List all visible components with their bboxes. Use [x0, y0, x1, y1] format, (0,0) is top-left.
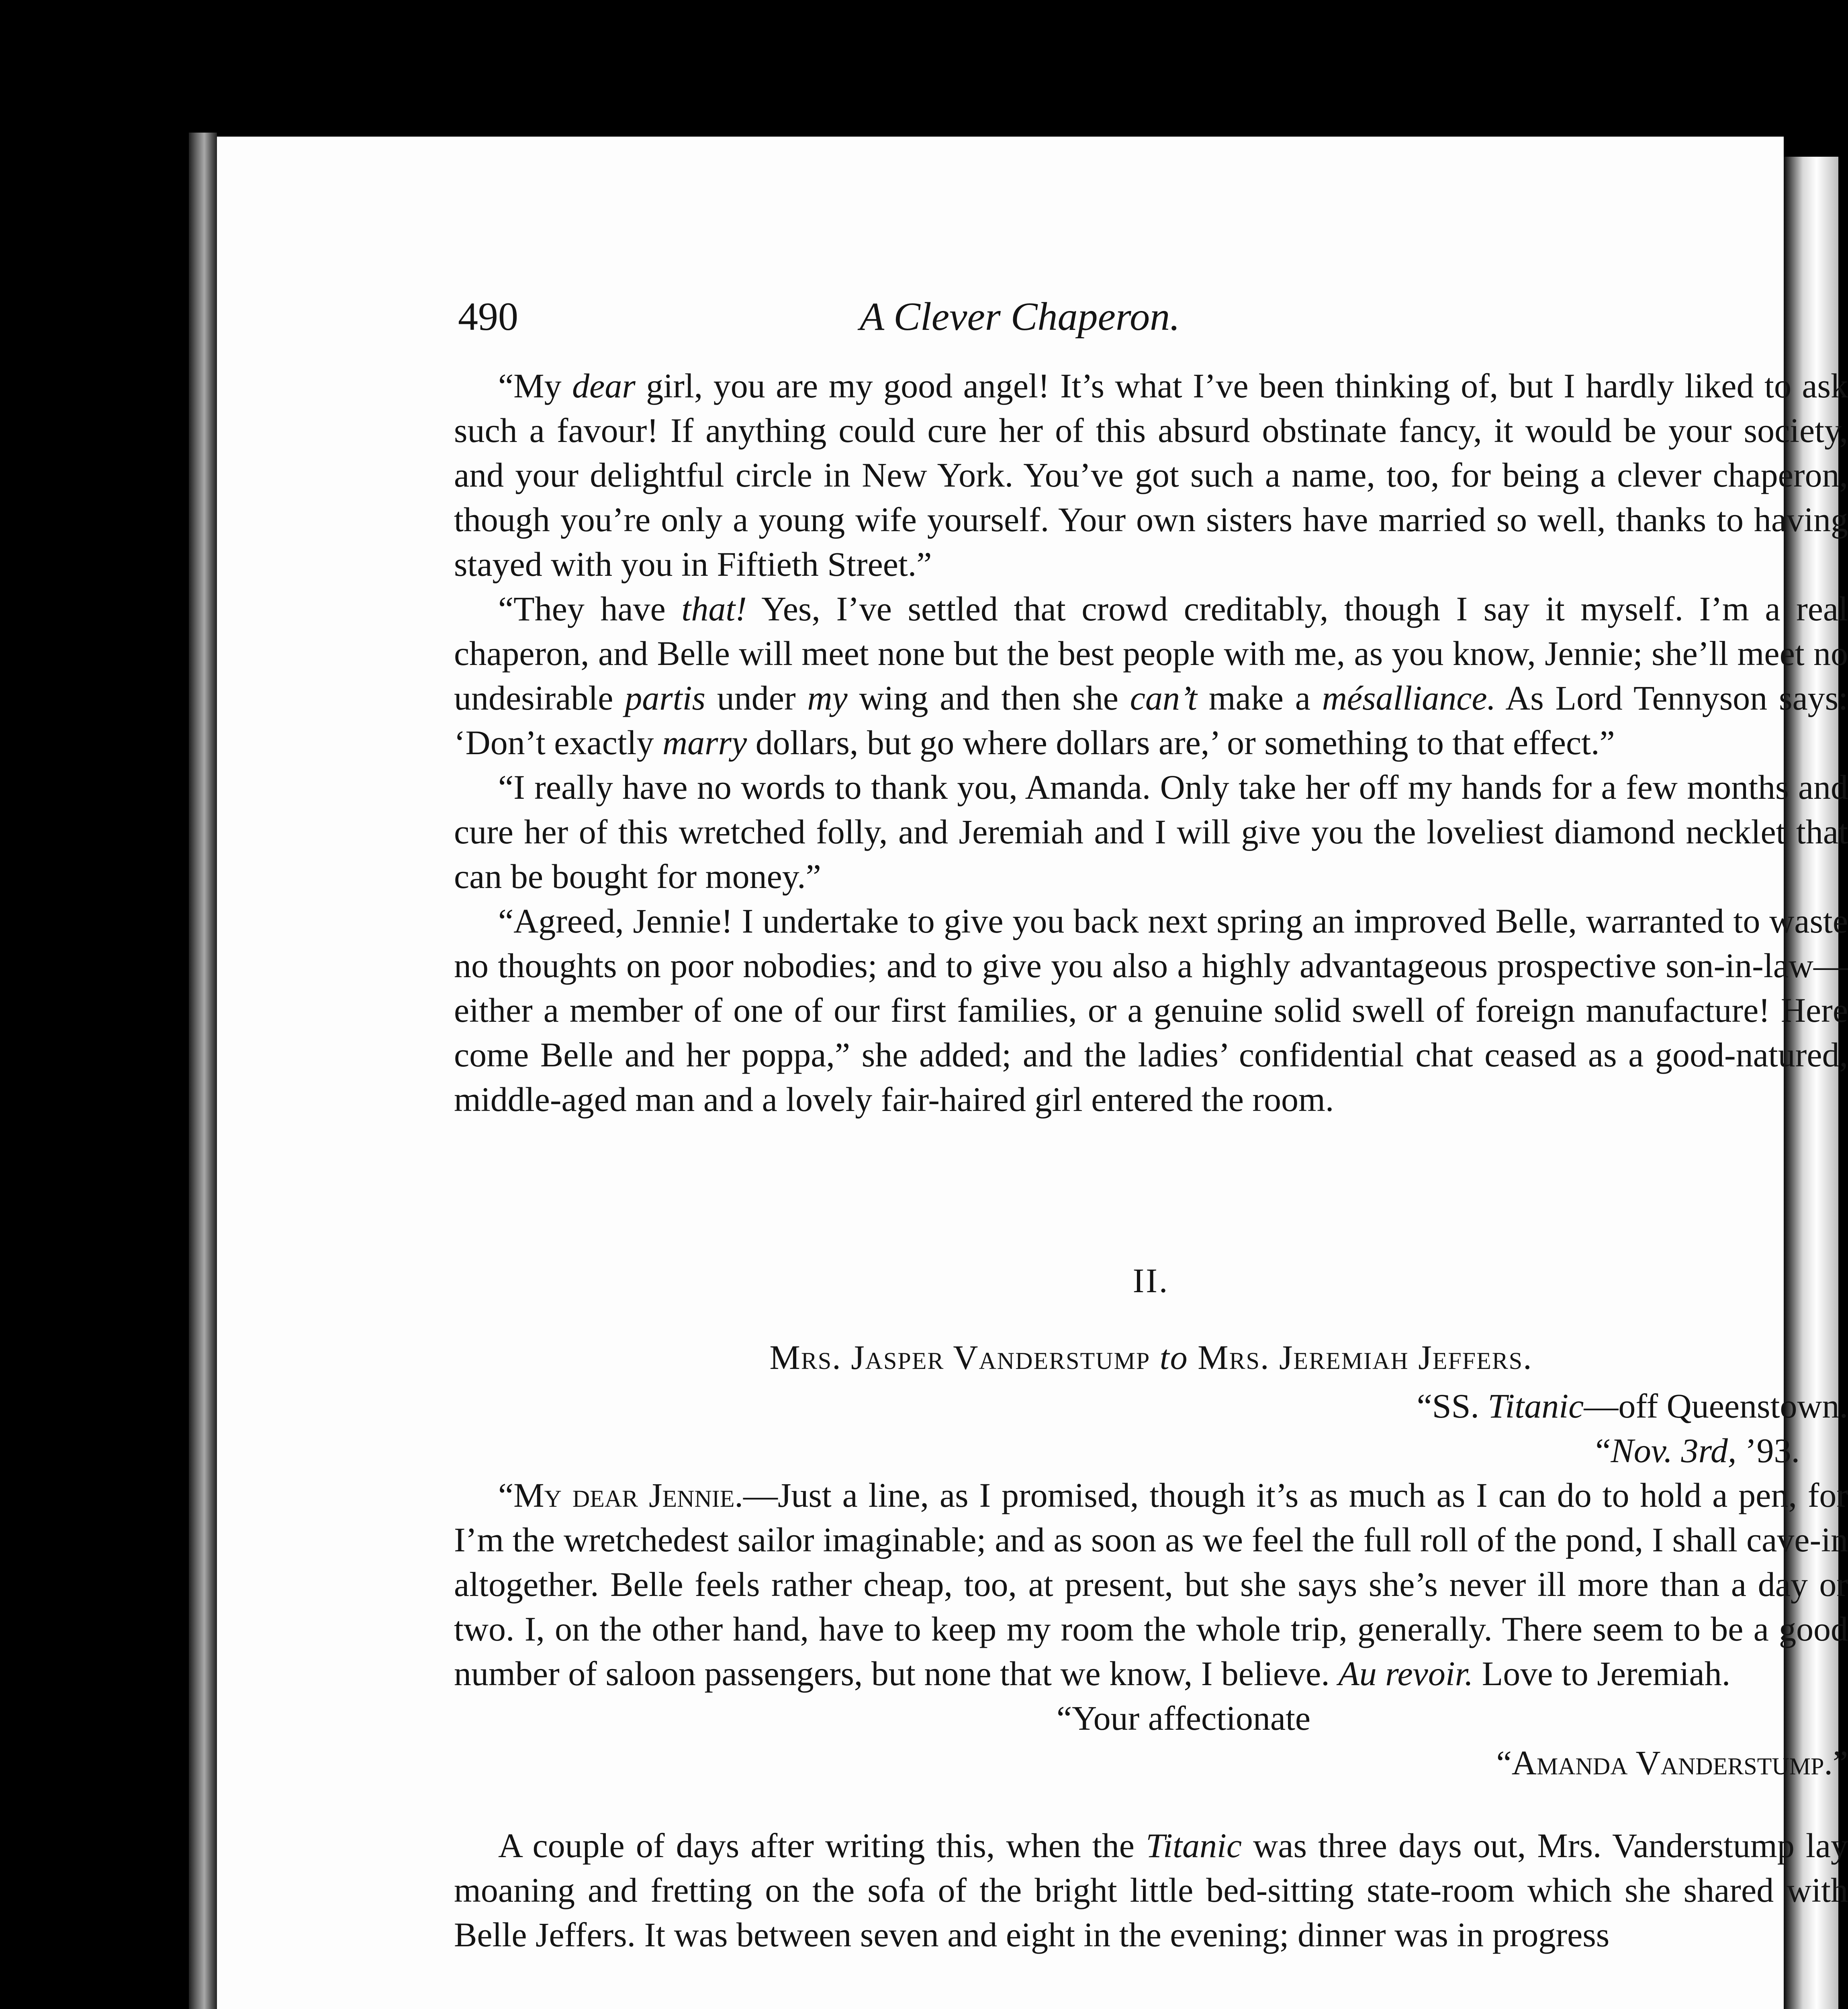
paragraph-dialogue-2: “They have that! Yes, I’ve settled that crowd creditably, though I say it myself. I’m a real chaperon, and Belle will meet none but the best people with me, as you know, Jennie; she’ll meet no undesirable partis under my wing and then she can’t make a mésalliance. As Lord Tennyson says: ‘Don’t exactly marry dollars, but go where dollars are,’ or something to that effect.”: [454, 589, 1848, 762]
paragraph-dialogue-1: “My dear girl, you are my good angel! It’s what I’ve been thinking of, but I hardly liked to ask such a favour! If anything could cure her of this absurd obstinate fancy, it would be your society, and your delightful circle in New York. You’ve got such a name, too, for being a clever chaperon, though you’re only a young wife yourself. Your own sisters have married so well, thanks to having stayed with you in Fiftieth Street.”: [454, 366, 1848, 583]
page-body: [454, 364, 1848, 1957]
letter-signature: “Amanda Vanderstump.”: [1496, 1743, 1848, 1782]
page-header: [454, 293, 1848, 350]
letter-body: “My dear Jennie.—Just a line, as I promised, though it’s as much as I can do to hold a pen, for I’m the wretchedest sailor imaginable; and as soon as we feel the full roll of the pond, I shall cave-in altogether. Belle feels rather cheap, too, at present, but she says she’s never ill more than a day or two. I, on the other hand, have to keep my room the whole trip, generally. There seem to be a good number of saloon passengers, but none that we know, I believe. Au revoir. Love to Jeremiah.: [454, 1476, 1848, 1693]
paragraph-narrative: A couple of days after writing this, when the Titanic was three days out, Mrs. Vanderstump lay moaning and fretting on the sofa of the bright little bed-sitting state-room which she shared with Belle Jeffers. It was between seven and eight in the evening; dinner was in progress: [454, 1826, 1848, 1954]
letter-dateline: “SS. Titanic—off Queenstown.: [1417, 1387, 1848, 1425]
letter-closing: “Your affectionate: [1057, 1699, 1311, 1737]
section-number: II.: [1133, 1261, 1169, 1300]
book-page: [217, 137, 1848, 2009]
letter-heading: Mrs. Jasper Vanderstump to Mrs. Jeremiah Jeffers.: [769, 1338, 1533, 1377]
book-spine-edge: [189, 133, 217, 2009]
paragraph-dialogue-3: “I really have no words to thank you, Amanda. Only take her off my hands for a few months and cure her of this wretched folly, and Jeremiah and I will give you the loveliest diamond necklet that can be bought for money.”: [454, 768, 1848, 896]
page-number: 490: [458, 294, 518, 339]
running-head: A Clever Chaperon.: [860, 294, 1180, 339]
letter-salutation: My dear Jennie.: [513, 1476, 743, 1514]
letter-date: “Nov. 3rd, ’93.: [1595, 1431, 1800, 1470]
paragraph-dialogue-4: “Agreed, Jennie! I undertake to give you back next spring an improved Belle, warranted to waste no thoughts on poor nobodies; and to give you also a highly advantageous prospective son-in-law—either a member of one of our first families, or a genuine solid swell of foreign manufacture! Here come Belle and her poppa,” she added; and the ladies’ confidential chat ceased as a good-natured, middle-aged man and a lovely fair-haired girl entered the room.: [454, 902, 1848, 1119]
